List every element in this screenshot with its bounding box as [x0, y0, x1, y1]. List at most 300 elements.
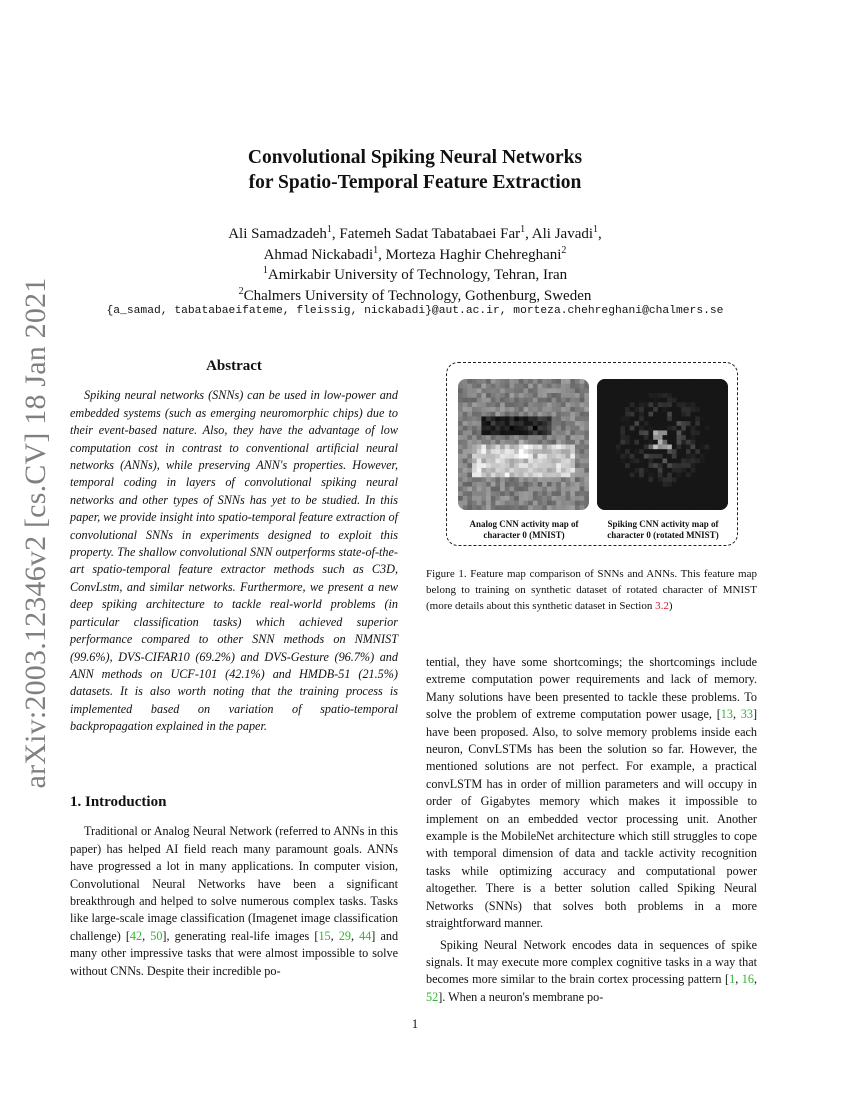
activity-pixel [695, 430, 700, 435]
activity-pixel [570, 505, 575, 510]
activity-pixel [477, 407, 482, 412]
activity-pixel [606, 473, 611, 478]
activity-pixel [634, 393, 639, 398]
activity-pixel [616, 491, 621, 496]
activity-pixel [597, 463, 602, 468]
activity-pixel [677, 426, 682, 431]
activity-pixel [561, 379, 566, 384]
activity-pixel [500, 477, 505, 482]
activity-pixel [602, 379, 607, 384]
activity-pixel [602, 402, 607, 407]
activity-pixel [723, 477, 728, 482]
activity-pixel [648, 445, 653, 450]
activity-pixel [658, 416, 663, 421]
activity-pixel [467, 482, 472, 487]
activity-pixel [630, 407, 635, 412]
activity-pixel [705, 445, 710, 450]
author-name: Ahmad Nickabadi [263, 246, 374, 263]
activity-pixel [686, 430, 691, 435]
activity-pixel [611, 398, 616, 403]
activity-pixel [625, 496, 630, 501]
citation-link[interactable]: 29 [338, 928, 351, 943]
activity-pixel [620, 388, 625, 393]
activity-pixel [509, 402, 514, 407]
citation-link[interactable]: 1 [729, 972, 736, 987]
activity-pixel [681, 482, 686, 487]
activity-pixel [723, 393, 728, 398]
activity-pixel [552, 473, 557, 478]
activity-pixel [663, 430, 668, 435]
activity-pixel [556, 407, 561, 412]
activity-pixel [602, 505, 607, 510]
activity-pixel [514, 468, 519, 473]
activity-pixel [505, 412, 510, 417]
activity-pixel [677, 445, 682, 450]
activity-pixel [681, 407, 686, 412]
activity-pixel [602, 421, 607, 426]
activity-pixel [616, 463, 621, 468]
activity-pixel [700, 463, 705, 468]
activity-pixel [533, 435, 538, 440]
activity-pixel [552, 435, 557, 440]
activity-pixel [602, 477, 607, 482]
citation-link[interactable]: 15 [318, 928, 331, 943]
activity-pixel [552, 416, 557, 421]
activity-pixel [705, 468, 710, 473]
activity-pixel [542, 412, 547, 417]
activity-pixel [663, 468, 668, 473]
activity-pixel [625, 402, 630, 407]
activity-pixel [552, 463, 557, 468]
activity-pixel [491, 421, 496, 426]
activity-pixel [658, 421, 663, 426]
activity-pixel [719, 435, 724, 440]
activity-pixel [672, 393, 677, 398]
activity-pixel [644, 398, 649, 403]
activity-pixel [472, 454, 477, 459]
activity-pixel [575, 416, 580, 421]
activity-pixel [528, 496, 533, 501]
activity-pixel [677, 440, 682, 445]
activity-pixel [667, 388, 672, 393]
activity-pixel [472, 384, 477, 389]
activity-pixel [719, 449, 724, 454]
citation-link[interactable]: 50 [150, 928, 163, 943]
activity-pixel [672, 491, 677, 496]
activity-pixel [620, 496, 625, 501]
activity-pixel [481, 491, 486, 496]
activity-pixel [616, 477, 621, 482]
activity-pixel [509, 430, 514, 435]
activity-pixel [611, 496, 616, 501]
activity-pixel [467, 426, 472, 431]
activity-pixel [570, 384, 575, 389]
activity-pixel [672, 440, 677, 445]
activity-pixel [584, 477, 589, 482]
activity-pixel [505, 477, 510, 482]
activity-pixel [667, 407, 672, 412]
activity-pixel [705, 398, 710, 403]
activity-pixel [538, 487, 543, 492]
activity-pixel [561, 459, 566, 464]
activity-pixel [714, 421, 719, 426]
activity-pixel [663, 454, 668, 459]
activity-pixel [653, 449, 658, 454]
activity-pixel [686, 454, 691, 459]
activity-pixel [691, 459, 696, 464]
activity-pixel [709, 421, 714, 426]
activity-pixel [542, 398, 547, 403]
activity-pixel [634, 435, 639, 440]
activity-pixel [570, 477, 575, 482]
activity-pixel [658, 487, 663, 492]
activity-pixel [714, 388, 719, 393]
activity-pixel [514, 477, 519, 482]
activity-pixel [584, 449, 589, 454]
activity-pixel [533, 468, 538, 473]
activity-pixel [472, 473, 477, 478]
activity-pixel [584, 454, 589, 459]
activity-pixel [509, 505, 514, 510]
paper-title [0, 145, 830, 195]
activity-pixel [584, 459, 589, 464]
activity-pixel [481, 430, 486, 435]
activity-pixel [509, 482, 514, 487]
activity-pixel [570, 398, 575, 403]
activity-pixel [639, 477, 644, 482]
activity-pixel [691, 379, 696, 384]
activity-pixel [519, 440, 524, 445]
activity-pixel [524, 379, 529, 384]
activity-pixel [477, 468, 482, 473]
activity-pixel [542, 402, 547, 407]
activity-pixel [653, 412, 658, 417]
activity-pixel [723, 440, 728, 445]
activity-pixel [630, 463, 635, 468]
activity-pixel [542, 421, 547, 426]
activity-pixel [463, 398, 468, 403]
citation-link[interactable]: 52 [426, 989, 439, 1004]
activity-pixel [639, 407, 644, 412]
activity-pixel [658, 501, 663, 506]
activity-pixel [533, 388, 538, 393]
activity-pixel [477, 416, 482, 421]
activity-pixel [528, 384, 533, 389]
activity-pixel [653, 416, 658, 421]
activity-pixel [606, 435, 611, 440]
activity-pixel [606, 505, 611, 510]
activity-pixel [709, 416, 714, 421]
activity-pixel [514, 445, 519, 450]
activity-pixel [672, 454, 677, 459]
activity-pixel [528, 459, 533, 464]
activity-pixel [681, 449, 686, 454]
activity-pixel [528, 416, 533, 421]
activity-pixel [458, 482, 463, 487]
activity-pixel [709, 468, 714, 473]
activity-pixel [663, 388, 668, 393]
activity-pixel [472, 463, 477, 468]
activity-pixel [620, 435, 625, 440]
activity-pixel [616, 449, 621, 454]
activity-pixel [495, 459, 500, 464]
citation-link[interactable]: 33 [740, 707, 753, 722]
activity-pixel [606, 496, 611, 501]
activity-pixel [509, 473, 514, 478]
activity-pixel [709, 445, 714, 450]
activity-pixel [556, 379, 561, 384]
activity-pixel [472, 379, 477, 384]
activity-pixel [663, 412, 668, 417]
activity-pixel [491, 426, 496, 431]
citation-link[interactable]: 44 [359, 928, 372, 943]
activity-pixel [653, 501, 658, 506]
activity-pixel [672, 384, 677, 389]
activity-pixel [630, 505, 635, 510]
activity-pixel [524, 463, 529, 468]
activity-pixel [458, 384, 463, 389]
activity-pixel [509, 459, 514, 464]
activity-pixel [495, 402, 500, 407]
activity-pixel [602, 487, 607, 492]
activity-pixel [486, 402, 491, 407]
activity-pixel [561, 435, 566, 440]
activity-pixel [495, 393, 500, 398]
activity-pixel [533, 393, 538, 398]
paragraph-text: Traditional or Analog Neural Network (referred to ANNs in this paper) has helped AI field reach many paramount goals. ANNs have progressed a lot in many applications. In computer vision, Convolutional Neural Networks have been a significant breakthrough and helped to solve numerous complex tasks. Tasks like large-scale image classification (Imagenet image classification challenge) [ [70, 824, 398, 943]
activity-pixel [519, 398, 524, 403]
activity-pixel [714, 445, 719, 450]
activity-pixel [533, 477, 538, 482]
activity-pixel [524, 459, 529, 464]
activity-pixel [677, 402, 682, 407]
activity-pixel [524, 407, 529, 412]
activity-pixel [467, 384, 472, 389]
activity-pixel [620, 463, 625, 468]
activity-pixel [705, 426, 710, 431]
activity-pixel [552, 445, 557, 450]
activity-pixel [561, 388, 566, 393]
activity-pixel [481, 379, 486, 384]
activity-pixel [477, 445, 482, 450]
activity-pixel [597, 482, 602, 487]
activity-pixel [686, 426, 691, 431]
activity-pixel [566, 416, 571, 421]
activity-pixel [500, 449, 505, 454]
activity-pixel [542, 501, 547, 506]
activity-pixel [584, 505, 589, 510]
activity-pixel [542, 445, 547, 450]
activity-pixel [714, 473, 719, 478]
activity-pixel [639, 491, 644, 496]
activity-pixel [561, 398, 566, 403]
activity-pixel [672, 388, 677, 393]
activity-pixel [481, 402, 486, 407]
activity-pixel [509, 435, 514, 440]
activity-pixel [505, 482, 510, 487]
activity-pixel [495, 440, 500, 445]
activity-pixel [533, 412, 538, 417]
activity-pixel [686, 449, 691, 454]
activity-pixel [500, 491, 505, 496]
activity-pixel [723, 473, 728, 478]
activity-pixel [500, 426, 505, 431]
activity-pixel [611, 445, 616, 450]
activity-pixel [625, 398, 630, 403]
activity-pixel [644, 426, 649, 431]
activity-pixel [491, 449, 496, 454]
activity-pixel [620, 505, 625, 510]
activity-pixel [514, 430, 519, 435]
activity-pixel [524, 449, 529, 454]
activity-pixel [463, 426, 468, 431]
activity-pixel [644, 468, 649, 473]
activity-pixel [538, 421, 543, 426]
citation-link[interactable]: 42 [129, 928, 143, 943]
activity-pixel [458, 496, 463, 501]
activity-pixel [658, 468, 663, 473]
activity-pixel [472, 421, 477, 426]
activity-pixel [611, 468, 616, 473]
activity-pixel [491, 487, 496, 492]
activity-pixel [597, 459, 602, 464]
activity-pixel [584, 421, 589, 426]
activity-pixel [644, 445, 649, 450]
activity-pixel [467, 393, 472, 398]
activity-pixel [625, 407, 630, 412]
activity-pixel [630, 412, 635, 417]
activity-pixel [644, 459, 649, 464]
activity-pixel [597, 491, 602, 496]
activity-pixel [481, 412, 486, 417]
activity-pixel [514, 505, 519, 510]
activity-pixel [644, 491, 649, 496]
affiliation-name: Chalmers University of Technology, Gothenburg, Sweden [243, 287, 592, 304]
activity-pixel [606, 459, 611, 464]
activity-pixel [533, 440, 538, 445]
activity-pixel [663, 491, 668, 496]
activity-pixel [467, 440, 472, 445]
activity-pixel [723, 435, 728, 440]
activity-pixel [639, 449, 644, 454]
activity-pixel [524, 496, 529, 501]
activity-pixel [719, 487, 724, 492]
activity-pixel [472, 435, 477, 440]
activity-pixel [472, 496, 477, 501]
activity-pixel [477, 463, 482, 468]
activity-pixel [620, 407, 625, 412]
activity-pixel [606, 412, 611, 417]
activity-pixel [639, 398, 644, 403]
activity-pixel [620, 487, 625, 492]
activity-pixel [547, 379, 552, 384]
citation-link[interactable]: 16 [741, 972, 754, 987]
activity-pixel [672, 487, 677, 492]
activity-pixel [639, 473, 644, 478]
continued-paragraph [426, 654, 757, 933]
activity-pixel [597, 487, 602, 492]
activity-pixel [547, 449, 552, 454]
activity-pixel [620, 459, 625, 464]
activity-pixel [575, 435, 580, 440]
activity-pixel [556, 421, 561, 426]
activity-pixel [606, 445, 611, 450]
activity-pixel [552, 449, 557, 454]
activity-pixel [514, 487, 519, 492]
activity-pixel [495, 487, 500, 492]
activity-pixel [639, 388, 644, 393]
activity-pixel [556, 482, 561, 487]
activity-pixel [644, 482, 649, 487]
activity-pixel [700, 468, 705, 473]
activity-pixel [672, 421, 677, 426]
activity-pixel [644, 430, 649, 435]
activity-pixel [620, 449, 625, 454]
activity-pixel [519, 402, 524, 407]
activity-pixel [491, 430, 496, 435]
activity-pixel [677, 407, 682, 412]
activity-pixel [681, 463, 686, 468]
activity-pixel [505, 435, 510, 440]
activity-pixel [630, 384, 635, 389]
activity-pixel [486, 482, 491, 487]
activity-pixel [486, 407, 491, 412]
activity-pixel [705, 487, 710, 492]
activity-pixel [658, 430, 663, 435]
activity-pixel [667, 477, 672, 482]
activity-pixel [570, 416, 575, 421]
citation-link[interactable]: 13 [720, 707, 733, 722]
activity-pixel [458, 398, 463, 403]
activity-pixel [625, 477, 630, 482]
activity-pixel [700, 477, 705, 482]
activity-pixel [672, 482, 677, 487]
activity-pixel [695, 393, 700, 398]
activity-pixel [602, 393, 607, 398]
activity-pixel [486, 412, 491, 417]
activity-pixel [672, 398, 677, 403]
activity-pixel [566, 473, 571, 478]
introduction-paragraph [70, 823, 398, 980]
activity-pixel [500, 473, 505, 478]
activity-pixel [658, 435, 663, 440]
activity-pixel [719, 445, 724, 450]
activity-pixel [500, 393, 505, 398]
activity-pixel [495, 416, 500, 421]
activity-pixel [491, 384, 496, 389]
section-reference-link[interactable]: 3.2 [655, 600, 669, 612]
activity-pixel [663, 435, 668, 440]
activity-pixel [538, 477, 543, 482]
activity-pixel [477, 477, 482, 482]
activity-pixel [709, 487, 714, 492]
activity-pixel [723, 421, 728, 426]
activity-pixel [714, 454, 719, 459]
activity-pixel [691, 393, 696, 398]
activity-pixel [533, 482, 538, 487]
activity-pixel [695, 379, 700, 384]
activity-pixel [625, 454, 630, 459]
activity-pixel [500, 412, 505, 417]
activity-pixel [653, 482, 658, 487]
activity-pixel [691, 398, 696, 403]
activity-pixel [677, 473, 682, 478]
activity-pixel [477, 459, 482, 464]
activity-pixel [639, 421, 644, 426]
activity-pixel [714, 393, 719, 398]
activity-pixel [616, 407, 621, 412]
activity-pixel [575, 473, 580, 478]
